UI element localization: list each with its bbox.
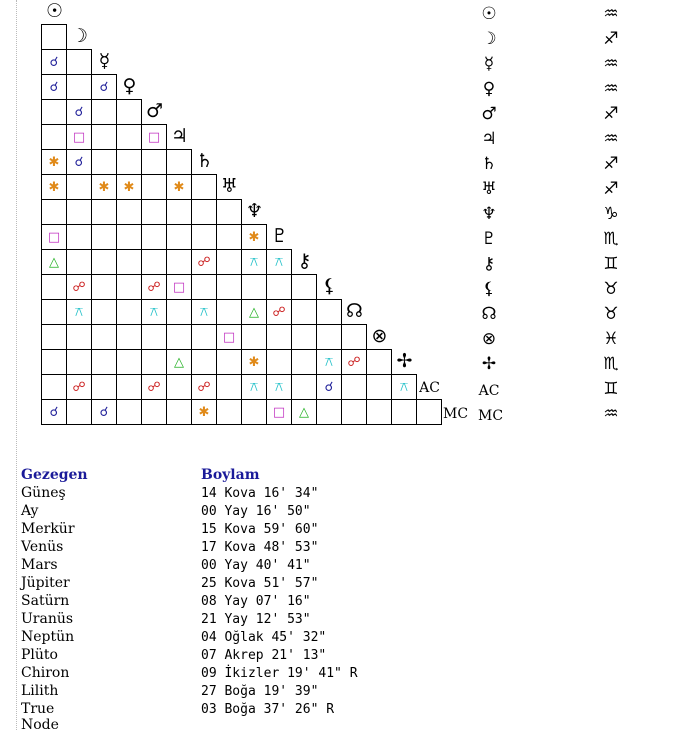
planet-name: Merkür bbox=[21, 521, 75, 537]
aspect-cell bbox=[216, 324, 242, 350]
aspect-cell bbox=[216, 249, 242, 275]
planet-name: True Node bbox=[21, 701, 59, 733]
aspect-cell bbox=[291, 324, 317, 350]
square-aspect-icon: □ bbox=[222, 329, 236, 345]
planet-name: Plüto bbox=[21, 647, 58, 663]
planet-longitude: 27 Boğa 19' 39" bbox=[201, 684, 319, 699]
chiron-list-icon: ⚷ bbox=[482, 254, 496, 274]
mercury-sign-icon: ♒ bbox=[603, 54, 619, 74]
trine-aspect-icon: △ bbox=[249, 304, 259, 320]
sextile-aspect-icon: ✱ bbox=[248, 354, 260, 370]
sextile-aspect-icon: ✱ bbox=[173, 179, 185, 195]
fortune-diagonal-icon: ⊗ bbox=[371, 325, 388, 347]
ac-diagonal-icon: AC bbox=[419, 380, 440, 396]
aspect-cell bbox=[266, 299, 292, 325]
pluto-sign-icon: ♏ bbox=[603, 229, 619, 249]
mercury-diagonal-icon: ☿ bbox=[98, 50, 111, 72]
aspect-cell bbox=[291, 349, 317, 375]
ac-list-icon: AC bbox=[478, 383, 500, 399]
aspect-cell bbox=[291, 399, 317, 425]
planet-longitude: 04 Oğlak 45' 32" bbox=[201, 630, 327, 645]
true-node-sign-icon: ♉ bbox=[603, 304, 619, 324]
aspect-cell bbox=[141, 324, 167, 350]
aspect-cell bbox=[241, 399, 267, 425]
vertex-diagonal-icon: ✢ bbox=[396, 350, 413, 372]
aspect-cell bbox=[41, 324, 67, 350]
planet-name: Uranüs bbox=[21, 611, 74, 627]
aspect-cell bbox=[116, 299, 142, 325]
square-aspect-icon: □ bbox=[172, 279, 186, 295]
aspect-cell bbox=[141, 299, 167, 325]
mars-list-icon: ♂ bbox=[481, 104, 497, 124]
aspect-cell bbox=[66, 149, 92, 175]
aspect-cell bbox=[166, 249, 192, 275]
aspect-cell bbox=[41, 249, 67, 275]
aspect-cell bbox=[191, 299, 217, 325]
aspect-cell bbox=[391, 374, 417, 400]
sextile-aspect-icon: ✱ bbox=[98, 179, 110, 195]
aspect-cell bbox=[91, 299, 117, 325]
aspect-cell bbox=[141, 149, 167, 175]
aspect-cell bbox=[116, 149, 142, 175]
uranus-sign-icon: ♐ bbox=[603, 179, 619, 199]
aspect-cell bbox=[266, 399, 292, 425]
aspect-cell bbox=[241, 324, 267, 350]
aspect-cell bbox=[166, 149, 192, 175]
opposition-aspect-icon: ☍ bbox=[347, 354, 361, 370]
aspect-cell bbox=[166, 299, 192, 325]
quincunx-aspect-icon: ⚻ bbox=[249, 379, 259, 395]
aspect-cell bbox=[66, 249, 92, 275]
quincunx-aspect-icon: ⚻ bbox=[149, 304, 159, 320]
sextile-aspect-icon: ✱ bbox=[48, 154, 60, 170]
aspect-cell bbox=[341, 399, 367, 425]
planet-longitude: 08 Yay 07' 16" bbox=[201, 594, 311, 609]
uranus-diagonal-icon: ♅ bbox=[220, 175, 239, 197]
square-aspect-icon: □ bbox=[272, 404, 286, 420]
aspect-cell bbox=[66, 399, 92, 425]
moon-sign-icon: ♐ bbox=[603, 29, 619, 49]
quincunx-aspect-icon: ⚻ bbox=[249, 254, 259, 270]
planet-name: Neptün bbox=[21, 629, 75, 645]
aspect-cell bbox=[41, 24, 67, 50]
quincunx-aspect-icon: ⚻ bbox=[274, 254, 284, 270]
aspect-cell bbox=[266, 324, 292, 350]
sextile-aspect-icon: ✱ bbox=[123, 179, 135, 195]
conjunction-aspect-icon: ☌ bbox=[74, 104, 84, 120]
aspect-cell bbox=[141, 399, 167, 425]
aspect-cell bbox=[91, 74, 117, 100]
aspect-cell bbox=[41, 174, 67, 200]
aspect-cell bbox=[241, 274, 267, 300]
planet-longitude: 14 Kova 16' 34" bbox=[201, 486, 319, 501]
aspect-cell bbox=[66, 199, 92, 225]
aspect-cell bbox=[241, 224, 267, 250]
aspect-cell bbox=[91, 99, 117, 125]
aspect-cell bbox=[116, 99, 142, 125]
aspect-cell bbox=[241, 299, 267, 325]
aspect-cell bbox=[291, 299, 317, 325]
aspect-cell bbox=[91, 224, 117, 250]
sextile-aspect-icon: ✱ bbox=[198, 404, 210, 420]
opposition-aspect-icon: ☍ bbox=[197, 254, 211, 270]
planet-name: Ay bbox=[21, 503, 39, 519]
planet-name: Mars bbox=[21, 557, 58, 573]
sextile-aspect-icon: ✱ bbox=[48, 179, 60, 195]
planet-name: Lilith bbox=[21, 683, 59, 699]
aspect-cell bbox=[116, 199, 142, 225]
mc-diagonal-icon: MC bbox=[443, 406, 469, 422]
aspect-cell bbox=[41, 74, 67, 100]
aspect-cell bbox=[166, 174, 192, 200]
planet-longitude: 00 Yay 16' 50" bbox=[201, 504, 311, 519]
sun-sign-icon: ♒ bbox=[603, 4, 619, 24]
aspect-cell bbox=[91, 149, 117, 175]
quincunx-aspect-icon: ⚻ bbox=[324, 354, 334, 370]
opposition-aspect-icon: ☍ bbox=[72, 379, 86, 395]
quincunx-aspect-icon: ⚻ bbox=[74, 304, 84, 320]
conjunction-aspect-icon: ☌ bbox=[49, 404, 59, 420]
aspect-cell bbox=[141, 274, 167, 300]
aspect-cell bbox=[66, 299, 92, 325]
venus-sign-icon: ♒ bbox=[603, 79, 619, 99]
aspect-cell bbox=[41, 199, 67, 225]
aspect-cell bbox=[66, 224, 92, 250]
aspect-cell bbox=[141, 124, 167, 150]
aspect-cell bbox=[166, 324, 192, 350]
planet-longitude: 25 Kova 51' 57" bbox=[201, 576, 319, 591]
true-node-diagonal-icon: ☊ bbox=[346, 300, 363, 322]
planet-name: Satürn bbox=[21, 593, 70, 609]
aspect-cell bbox=[66, 124, 92, 150]
aspect-cell bbox=[191, 274, 217, 300]
aspect-cell bbox=[341, 374, 367, 400]
conjunction-aspect-icon: ☌ bbox=[49, 79, 59, 95]
planet-longitude: 17 Kova 48' 53" bbox=[201, 540, 319, 555]
pluto-list-icon: ♇ bbox=[481, 229, 497, 249]
aspect-cell bbox=[391, 399, 417, 425]
trine-aspect-icon: △ bbox=[299, 404, 309, 420]
aspect-cell bbox=[191, 349, 217, 375]
aspect-cell bbox=[66, 174, 92, 200]
jupiter-diagonal-icon: ♃ bbox=[170, 125, 189, 147]
aspect-cell bbox=[216, 399, 242, 425]
table-header-longitude: Boylam bbox=[201, 467, 260, 483]
aspect-cell bbox=[91, 124, 117, 150]
aspect-cell bbox=[66, 74, 92, 100]
aspect-cell bbox=[116, 249, 142, 275]
planet-longitude: 09 İkizler 19' 41" R bbox=[201, 666, 358, 681]
planet-longitude: 15 Kova 59' 60" bbox=[201, 522, 319, 537]
aspect-cell bbox=[66, 324, 92, 350]
aspect-cell bbox=[241, 249, 267, 275]
aspect-cell bbox=[191, 224, 217, 250]
aspect-cell bbox=[41, 49, 67, 75]
aspect-cell bbox=[191, 199, 217, 225]
aspect-cell bbox=[216, 224, 242, 250]
planet-name: Güneş bbox=[21, 485, 66, 501]
fortune-sign-icon: ♓ bbox=[603, 329, 619, 349]
aspect-cell bbox=[41, 224, 67, 250]
aspect-cell bbox=[191, 374, 217, 400]
aspect-cell bbox=[41, 274, 67, 300]
planet-name: Jüpiter bbox=[21, 575, 70, 591]
aspect-cell bbox=[216, 299, 242, 325]
opposition-aspect-icon: ☍ bbox=[272, 304, 286, 320]
aspect-cell bbox=[91, 349, 117, 375]
aspect-cell bbox=[66, 99, 92, 125]
aspect-cell bbox=[66, 274, 92, 300]
aspect-cell bbox=[41, 349, 67, 375]
neptune-diagonal-icon: ♆ bbox=[245, 200, 264, 222]
sun-list-icon: ☉ bbox=[481, 4, 497, 24]
aspect-cell bbox=[41, 374, 67, 400]
planet-longitude: 21 Yay 12' 53" bbox=[201, 612, 311, 627]
aspect-cell bbox=[116, 174, 142, 200]
aspect-cell bbox=[91, 274, 117, 300]
aspect-cell bbox=[316, 399, 342, 425]
aspect-cell bbox=[116, 374, 142, 400]
aspect-cell bbox=[266, 349, 292, 375]
aspect-cell bbox=[141, 224, 167, 250]
aspect-cell bbox=[141, 199, 167, 225]
lilith-diagonal-icon: ⚸ bbox=[322, 275, 337, 297]
aspect-cell bbox=[66, 374, 92, 400]
venus-diagonal-icon: ♀ bbox=[122, 75, 137, 97]
trine-aspect-icon: △ bbox=[49, 254, 59, 270]
moon-diagonal-icon: ☽ bbox=[70, 25, 89, 47]
aspect-cell bbox=[66, 49, 92, 75]
aspect-cell bbox=[266, 374, 292, 400]
aspect-cell bbox=[116, 324, 142, 350]
aspect-cell bbox=[116, 124, 142, 150]
aspect-cell bbox=[366, 349, 392, 375]
aspect-cell bbox=[166, 374, 192, 400]
aspect-cell bbox=[266, 274, 292, 300]
saturn-diagonal-icon: ♄ bbox=[195, 150, 214, 172]
aspect-cell bbox=[216, 274, 242, 300]
ac-sign-icon: ♊ bbox=[603, 379, 619, 399]
mars-sign-icon: ♐ bbox=[603, 104, 619, 124]
aspect-cell bbox=[116, 224, 142, 250]
vertex-sign-icon: ♏ bbox=[603, 354, 619, 374]
aspect-cell bbox=[66, 349, 92, 375]
aspect-cell bbox=[116, 399, 142, 425]
aspect-cell bbox=[191, 249, 217, 275]
neptune-sign-icon: ♑ bbox=[603, 204, 619, 224]
pluto-diagonal-icon: ♇ bbox=[270, 225, 289, 247]
opposition-aspect-icon: ☍ bbox=[197, 379, 211, 395]
lilith-list-icon: ⚸ bbox=[482, 279, 496, 299]
aspect-cell bbox=[91, 174, 117, 200]
mc-sign-icon: ♒ bbox=[603, 404, 619, 424]
aspect-cell bbox=[191, 174, 217, 200]
saturn-list-icon: ♄ bbox=[481, 154, 497, 174]
aspect-cell bbox=[366, 399, 392, 425]
mc-list-icon: MC bbox=[478, 408, 504, 424]
aspect-cell bbox=[316, 299, 342, 325]
aspect-cell bbox=[216, 349, 242, 375]
opposition-aspect-icon: ☍ bbox=[147, 279, 161, 295]
aspect-cell bbox=[91, 374, 117, 400]
aspect-cell bbox=[341, 349, 367, 375]
planet-name: Venüs bbox=[21, 539, 64, 555]
uranus-list-icon: ♅ bbox=[481, 179, 497, 199]
aspect-cell bbox=[91, 249, 117, 275]
planet-longitude: 07 Akrep 21' 13" bbox=[201, 648, 327, 663]
aspect-cell bbox=[166, 274, 192, 300]
aspect-cell bbox=[166, 199, 192, 225]
planet-name: Chiron bbox=[21, 665, 70, 681]
opposition-aspect-icon: ☍ bbox=[147, 379, 161, 395]
aspect-cell bbox=[116, 349, 142, 375]
mercury-list-icon: ☿ bbox=[483, 54, 495, 74]
aspect-cell bbox=[166, 224, 192, 250]
conjunction-aspect-icon: ☌ bbox=[99, 404, 109, 420]
aspect-cell bbox=[141, 374, 167, 400]
aspect-cell bbox=[41, 299, 67, 325]
square-aspect-icon: □ bbox=[47, 229, 61, 245]
aspect-cell bbox=[91, 199, 117, 225]
fortune-list-icon: ⊗ bbox=[481, 329, 497, 349]
aspect-cell bbox=[416, 399, 442, 425]
aspect-cell bbox=[191, 324, 217, 350]
aspect-cell bbox=[91, 399, 117, 425]
chiron-diagonal-icon: ⚷ bbox=[297, 250, 312, 272]
aspect-cell bbox=[241, 349, 267, 375]
aspect-cell bbox=[366, 374, 392, 400]
neptune-list-icon: ♆ bbox=[481, 204, 497, 224]
vertex-list-icon: ✢ bbox=[481, 354, 497, 374]
quincunx-aspect-icon: ⚻ bbox=[399, 379, 409, 395]
true-node-list-icon: ☊ bbox=[481, 304, 497, 324]
aspect-cell bbox=[41, 149, 67, 175]
aspect-cell bbox=[191, 399, 217, 425]
venus-list-icon: ♀ bbox=[482, 79, 496, 99]
aspect-cell bbox=[41, 99, 67, 125]
aspect-cell bbox=[316, 349, 342, 375]
conjunction-aspect-icon: ☌ bbox=[49, 54, 59, 70]
conjunction-aspect-icon: ☌ bbox=[74, 154, 84, 170]
table-header-planet: Gezegen bbox=[21, 467, 88, 483]
lilith-sign-icon: ♉ bbox=[603, 279, 619, 299]
aspect-cell bbox=[291, 274, 317, 300]
quincunx-aspect-icon: ⚻ bbox=[199, 304, 209, 320]
sun-diagonal-icon: ☉ bbox=[45, 0, 64, 22]
aspect-cell bbox=[216, 199, 242, 225]
sextile-aspect-icon: ✱ bbox=[248, 229, 260, 245]
chiron-sign-icon: ♊ bbox=[603, 254, 619, 274]
opposition-aspect-icon: ☍ bbox=[72, 279, 86, 295]
aspect-cell bbox=[116, 274, 142, 300]
planet-longitude: 03 Boğa 37' 26" R bbox=[201, 702, 335, 717]
aspect-cell bbox=[141, 174, 167, 200]
trine-aspect-icon: △ bbox=[174, 354, 184, 370]
square-aspect-icon: □ bbox=[147, 129, 161, 145]
saturn-sign-icon: ♐ bbox=[603, 154, 619, 174]
aspect-cell bbox=[141, 249, 167, 275]
aspect-cell bbox=[141, 349, 167, 375]
aspect-cell bbox=[41, 399, 67, 425]
planet-longitude: 00 Yay 40' 41" bbox=[201, 558, 311, 573]
jupiter-list-icon: ♃ bbox=[481, 129, 497, 149]
quincunx-aspect-icon: ⚻ bbox=[274, 379, 284, 395]
mars-diagonal-icon: ♂ bbox=[145, 100, 164, 122]
aspect-cell bbox=[341, 324, 367, 350]
aspect-cell bbox=[316, 324, 342, 350]
aspect-cell bbox=[41, 124, 67, 150]
square-aspect-icon: □ bbox=[72, 129, 86, 145]
aspect-cell bbox=[166, 349, 192, 375]
conjunction-aspect-icon: ☌ bbox=[99, 79, 109, 95]
aspect-cell bbox=[266, 249, 292, 275]
aspect-cell bbox=[91, 324, 117, 350]
jupiter-sign-icon: ♒ bbox=[603, 129, 619, 149]
moon-list-icon: ☽ bbox=[481, 29, 497, 49]
aspect-cell bbox=[216, 374, 242, 400]
aspect-cell bbox=[166, 399, 192, 425]
aspect-cell bbox=[241, 374, 267, 400]
aspect-cell bbox=[316, 374, 342, 400]
conjunction-aspect-icon: ☌ bbox=[324, 379, 334, 395]
aspect-cell bbox=[291, 374, 317, 400]
